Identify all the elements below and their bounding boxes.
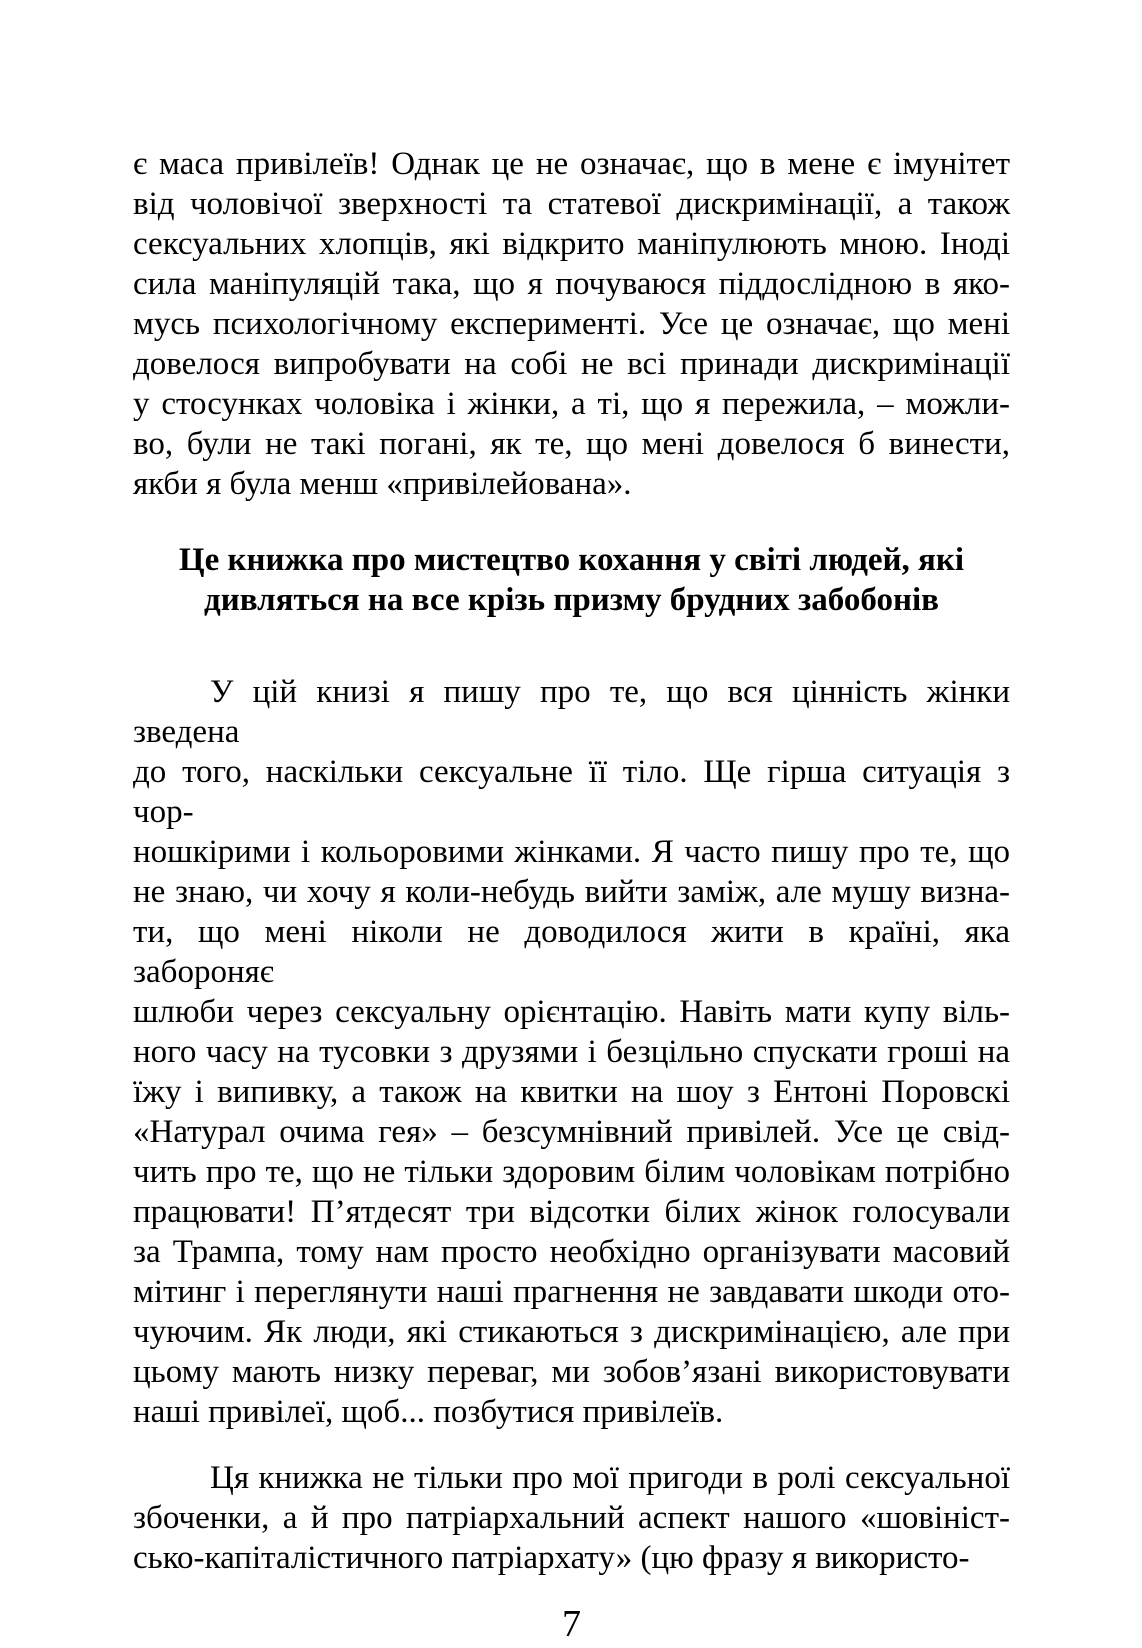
text-line: їжу і випивку, а також на квитки на шоу з Ентоні Поровскі <box>133 1074 1010 1110</box>
text-line: довелося випробувати на собі не всі принади дискримінації <box>133 346 1010 382</box>
text-line: ного часу на тусовки з друзями і безцільно спускати гроші на <box>133 1034 1010 1070</box>
text-line: не знаю, чи хочу я коли-небудь вийти заміж, але мушу визна- <box>133 874 1010 910</box>
text-line: працювати! П’ятдесят три відсотки білих жінок голосували <box>133 1194 1010 1230</box>
heading-line: дивляться на все крізь призму брудних забобонів <box>204 582 939 618</box>
text-line: во, були не такі погані, як те, що мені довелося б винести, <box>133 426 1010 462</box>
text-line: «Натурал очима гея» – безсумнівний привілей. Усе це свід- <box>133 1114 1010 1150</box>
paragraph-body <box>133 1458 1010 1578</box>
text-line: якби я була менш «привілейована». <box>133 466 632 502</box>
text-line: у стосунках чоловіка і жінки, а ті, що я пережила, – можли- <box>133 386 1010 422</box>
text-line: сила маніпуляцій така, що я почуваюся піддослідною в яко- <box>133 266 1010 302</box>
text-line: цьому мають низку переваг, ми зобов’язані використовувати <box>133 1354 1010 1390</box>
text-line: наші привілеї, щоб... позбутися привілеїв. <box>133 1394 724 1430</box>
text-line: від чоловічої зверхності та статевої дискримінації, а також <box>133 186 1010 222</box>
text-line: сексуальних хлопців, які відкрито маніпулюють мною. Іноді <box>133 226 1010 262</box>
heading-line: Це книжка про мистецтво кохання у світі людей, які <box>178 542 965 578</box>
text-line: мусь психологічному експерименті. Усе це означає, що мені <box>133 306 1010 342</box>
text-line: Ця книжка не тільки про мої пригоди в ролі сексуальної <box>210 1460 1010 1496</box>
text-line: збоченки, а й про патріархальний аспект нашого «шовініст- <box>133 1500 1010 1536</box>
text-line: ти, що мені ніколи не доводилося жити в країні, яка забороняє <box>133 914 1010 990</box>
section-heading <box>133 540 1010 620</box>
paragraph-body <box>133 672 1010 1432</box>
text-line: шлюби через сексуальну орієнтацію. Навіть мати купу віль- <box>133 994 1010 1030</box>
text-line: чуючим. Як люди, які стикаються з дискримінацією, але при <box>133 1314 1010 1350</box>
text-line: ношкірими і кольоровими жінками. Я часто пишу про те, що <box>133 834 1010 870</box>
text-line: мітинг і переглянути наші прагнення не завдавати шкоди ото- <box>133 1274 1010 1310</box>
text-line: У цій книзі я пишу про те, що вся цінність жінки зведена <box>133 674 1010 750</box>
text-block <box>133 0 1010 1648</box>
text-line: сько-капіталістичного патріархату» (цю фразу я використо- <box>133 1540 970 1576</box>
page-number: 7 <box>562 1603 581 1645</box>
text-line: до того, наскільки сексуальне її тіло. Ще гірша ситуація з чор- <box>133 754 1010 830</box>
text-line: за Трампа, тому нам просто необхідно організувати масовий <box>133 1234 1010 1270</box>
text-line: чить про те, що не тільки здоровим білим чоловікам потрібно <box>133 1154 1010 1190</box>
paragraph-continuation <box>133 144 1010 504</box>
text-line: є маса привілеїв! Однак це не означає, що в мене є імунітет <box>133 146 1010 182</box>
